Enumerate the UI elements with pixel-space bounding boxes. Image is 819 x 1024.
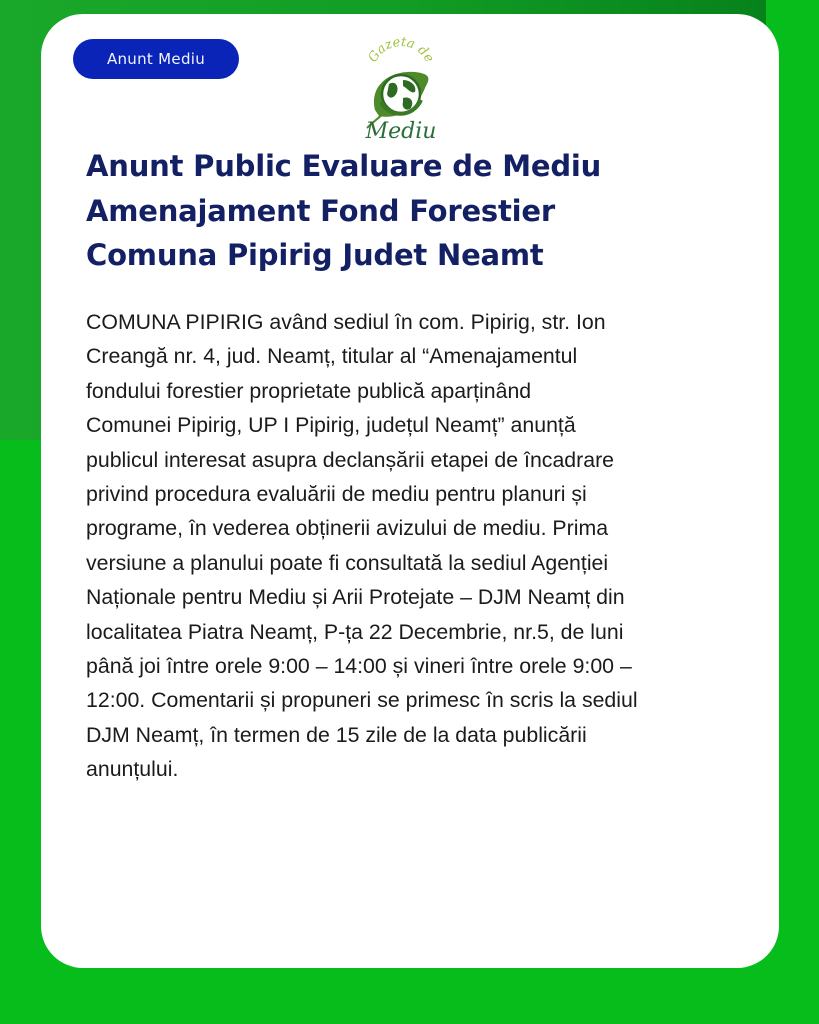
category-badge[interactable]: [73, 39, 239, 79]
title-line: Anunt Public Evaluare de Mediu: [86, 149, 602, 183]
body-line: versiune a planului poate fi consultată la sediul Agenției: [86, 550, 609, 575]
body-line: programe, în vederea obținerii avizului de mediu. Prima: [86, 516, 609, 541]
globe-leaf-icon: [359, 36, 443, 146]
body-line: Creangă nr. 4, jud. Neamț, titular al “Amenajamentul: [86, 344, 578, 369]
body-line: localitatea Piatra Neamț, P-ța 22 Decembrie, nr.5, de luni: [86, 619, 624, 644]
svg-text:Mediu: Mediu: [365, 119, 437, 144]
category-badge-label: Anunt Mediu: [106, 50, 206, 68]
title-line: Amenajament Fond Forestier: [86, 193, 555, 228]
announcement-body: [86, 305, 766, 787]
gazeta-de-mediu-logo: [359, 36, 443, 146]
svg-text:Gazeta de: Gazeta de: [365, 36, 437, 66]
body-line: fondului forestier proprietate publică aparținând: [86, 378, 532, 403]
body-line: 12:00. Comentarii și propuneri se primesc în scris la sediul: [86, 688, 638, 713]
body-line: DJM Neamț, în termen de 15 zile de la data publicării: [86, 722, 587, 747]
body-line: COMUNA PIPIRIG având sediul în com. Pipirig, str. Ion: [86, 310, 606, 334]
body-line: până joi între orele 9:00 – 14:00 și vineri între orele 9:00 –: [86, 654, 632, 679]
body-line: privind procedura evaluării de mediu pentru planuri și: [86, 482, 587, 507]
body-line: Naționale pentru Mediu și Arii Protejate – DJM Neamț din: [86, 585, 625, 610]
announcement-title: [86, 144, 746, 278]
announcement-card: [41, 14, 779, 968]
title-line: Comuna Pipirig Judet Neamt: [86, 238, 544, 272]
body-line: anunțului.: [86, 757, 179, 782]
body-line: publicul interesat asupra declanșării etapei de încadrare: [86, 447, 615, 472]
body-line: Comunei Pipirig, UP I Pipirig, județul Neamț” anunță: [86, 413, 576, 438]
